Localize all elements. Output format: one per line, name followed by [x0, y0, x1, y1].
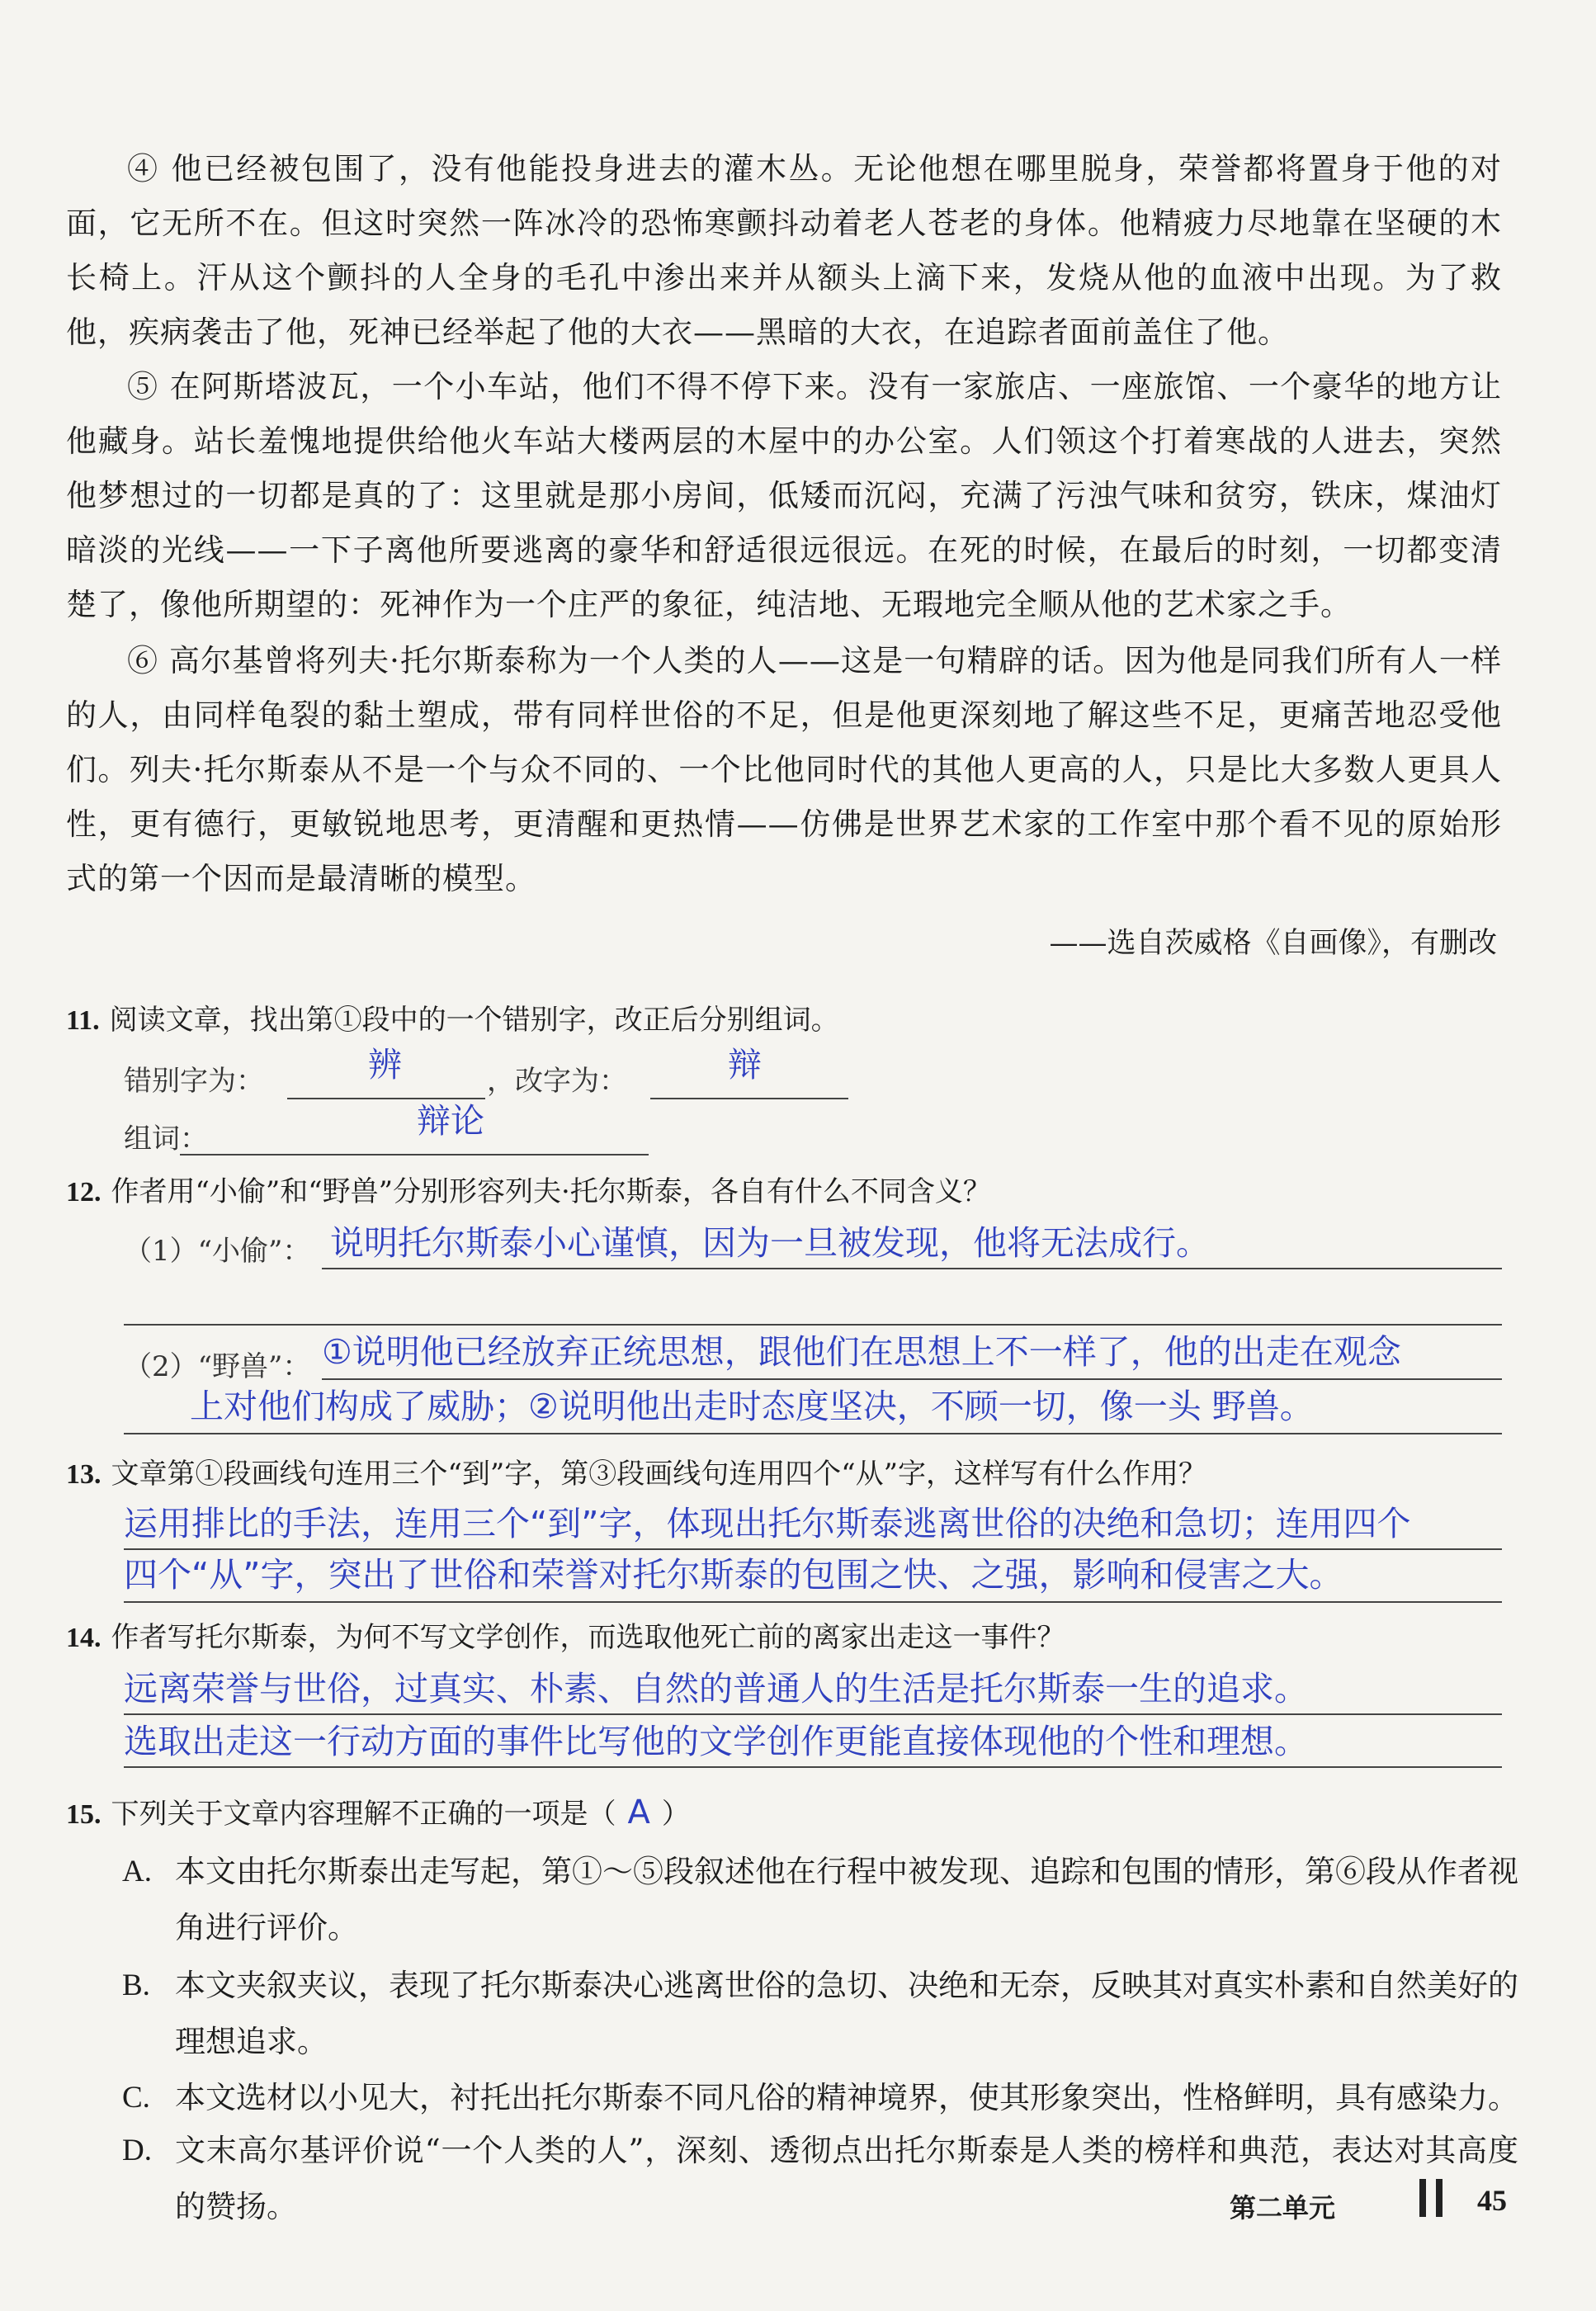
- q12-sub1-label: （1）“小偷”：: [124, 1235, 311, 1268]
- footer-divider: [1419, 2179, 1426, 2217]
- q14-line-1[interactable]: [124, 1713, 1502, 1715]
- q11-fix-answer: 辩: [728, 1045, 762, 1085]
- passage-paragraph-6: ⑥ 高尔基曾将列夫·托尔斯泰称为一个人类的人——这是一句精辟的话。因为他是同我们所有人一样的人，由同样龟裂的黏土塑成，带有同样世俗的不足，但是他更深刻地了解这些不足，更痛苦地忍受他们。列夫·托尔斯泰从不是一个与众不同的、一个比他同时代的其他人更高的人，只是比大多数人更具人性，更有德行，更敏锐地思考，更清醒和更热情——仿佛是世界艺术家的工作室中那个看不见的原始形式的第一个因而是最清晰的模型。: [66, 643, 1502, 896]
- q11-word-label: 组词：: [124, 1122, 208, 1156]
- q11-wrong-answer: 辨: [368, 1045, 402, 1085]
- q12-sub2-answer-line1: ①说明他已经放弃正统思想，跟他们在思想上不一样了，他的出走在观念: [322, 1332, 1401, 1372]
- option-text: 文末高尔基评价说“一个人类的人”，深刻、透彻点出托尔斯泰是人类的榜样和典范，表达对其高度的赞扬。: [175, 2133, 1518, 2224]
- question-text: 作者写托尔斯泰，为何不写文学创作，而选取他死亡前的离家出走这一事件？: [111, 1621, 1065, 1654]
- q14-answer-line1: 远离荣誉与世俗，过真实、朴素、自然的普通人的生活是托尔斯泰一生的追求。: [124, 1669, 1308, 1708]
- question-11: [66, 1000, 1518, 1041]
- q11-wrong-label: 错别字为：: [124, 1065, 264, 1098]
- passage-paragraph-5: ⑤ 在阿斯塔波瓦，一个小车站，他们不得不停下来。没有一家旅店、一座旅馆、一个豪华的地方让他藏身。站长羞愧地提供给他火车站大楼两层的木屋中的办公室。人们领这个打着寒战的人进去，突然他梦想过的一切都是真的了：这里就是那小房间，低矮而沉闷，充满了污浊气味和贫穷，铁床，煤油灯暗淡的光线——一下子离他所要逃离的豪华和舒适很远很远。在死的时候，在最后的时刻，一切都变清楚了，像他所期望的：死神作为一个庄严的象征，纯洁地、无瑕地完全顺从他的艺术家之手。: [66, 369, 1502, 622]
- question-12: [66, 1172, 1518, 1212]
- option-text: 本文选材以小见大，衬托出托尔斯泰不同凡俗的精神境界，使其形象突出，性格鲜明，具有感染力。: [175, 2080, 1518, 2115]
- q14-line-2[interactable]: [124, 1766, 1502, 1768]
- q12-sub2-answer-line2: 上对他们构成了威胁；②说明他出走时态度坚决，不顾一切，像一头 野兽。: [190, 1387, 1314, 1426]
- question-number: 12.: [66, 1177, 102, 1207]
- q14-answer-line2: 选取出走这一行动方面的事件比写他的文学创作更能直接体现他的个性和理想。: [124, 1722, 1308, 1761]
- q13-answer-line1: 运用排比的手法，连用三个“到”字，体现出托尔斯泰逃离世俗的决绝和急切；连用四个: [124, 1504, 1411, 1543]
- passage-source: ——选自茨威格《自画像》，有删改: [1049, 927, 1497, 960]
- q15-answer: A: [627, 1794, 650, 1831]
- question-number: 11.: [66, 1005, 100, 1036]
- q11-word-answer: 辩论: [417, 1101, 484, 1141]
- option-label: A.: [122, 1855, 152, 1888]
- question-13: [66, 1454, 1518, 1495]
- q12-sub1-line-1[interactable]: [322, 1268, 1502, 1269]
- question-14: [66, 1618, 1518, 1658]
- footer-divider: [1436, 2179, 1443, 2217]
- question-text: 阅读文章，找出第①段中的一个错别字，改正后分别组词。: [109, 1004, 839, 1037]
- question-text-end: ）: [661, 1798, 690, 1831]
- q12-sub1-answer: 说明托尔斯泰小心谨慎，因为一旦被发现，他将无法成行。: [330, 1223, 1210, 1263]
- q12-sub2-label: （2）“野兽”：: [124, 1350, 311, 1383]
- option-label: D.: [122, 2134, 152, 2167]
- q11-fix-answer-line[interactable]: [650, 1098, 848, 1099]
- option-label: C.: [122, 2081, 150, 2115]
- q12-sub2-line-2[interactable]: [124, 1433, 1502, 1434]
- q12-sub1-line-2[interactable]: [124, 1324, 1502, 1326]
- option-text: 本文由托尔斯泰出走写起，第①～⑤段叙述他在行程中被发现、追踪和包围的情形，第⑥段从作者视角进行评价。: [175, 1854, 1518, 1945]
- q15-option-b[interactable]: [124, 1958, 1518, 2070]
- question-text: 作者用“小偷”和“野兽”分别形容列夫·托尔斯泰，各自有什么不同含义？: [111, 1175, 991, 1208]
- option-text: 本文夹叙夹议，表现了托尔斯泰决心逃离世俗的急切、决绝和无奈，反映其对真实朴素和自然美好的理想追求。: [175, 1968, 1518, 2059]
- q13-line-2[interactable]: [124, 1601, 1502, 1603]
- question-15: [66, 1793, 1518, 1835]
- q13-answer-line2: 四个“从”字，突出了世俗和荣誉对托尔斯泰的包围之快、之强，影响和侵害之大。: [124, 1555, 1343, 1595]
- q11-fix-label: ，改字为：: [487, 1065, 627, 1098]
- q11-word-answer-line[interactable]: [180, 1154, 649, 1156]
- footer-unit: 第二单元: [1230, 2192, 1336, 2224]
- question-number: 14.: [66, 1623, 102, 1653]
- q12-sub2-line-1[interactable]: [322, 1378, 1502, 1380]
- q15-option-a[interactable]: [124, 1844, 1518, 1956]
- page-number: 45: [1477, 2184, 1507, 2217]
- question-number: 13.: [66, 1459, 102, 1490]
- q13-line-1[interactable]: [124, 1548, 1502, 1550]
- option-label: B.: [122, 1968, 150, 2002]
- question-text: 下列关于文章内容理解不正确的一项是（: [111, 1798, 616, 1831]
- passage-paragraph-4: ④ 他已经被包围了，没有他能投身进去的灌木丛。无论他想在哪里脱身，荣誉都将置身于他的对面，它无所不在。但这时突然一阵冰冷的恐怖寒颤抖动着老人苍老的身体。他精疲力尽地靠在坚硬的木长椅上。汗从这个颤抖的人全身的毛孔中渗出来并从额头上滴下来，发烧从他的血液中出现。为了救他，疾病袭击了他，死神已经举起了他的大衣——黑暗的大衣，在追踪者面前盖住了他。: [66, 151, 1502, 350]
- question-text: 文章第①段画线句连用三个“到”字，第③段画线句连用四个“从”字，这样写有什么作用？: [111, 1458, 1207, 1491]
- q15-option-c[interactable]: [124, 2070, 1518, 2126]
- question-number: 15.: [66, 1799, 102, 1830]
